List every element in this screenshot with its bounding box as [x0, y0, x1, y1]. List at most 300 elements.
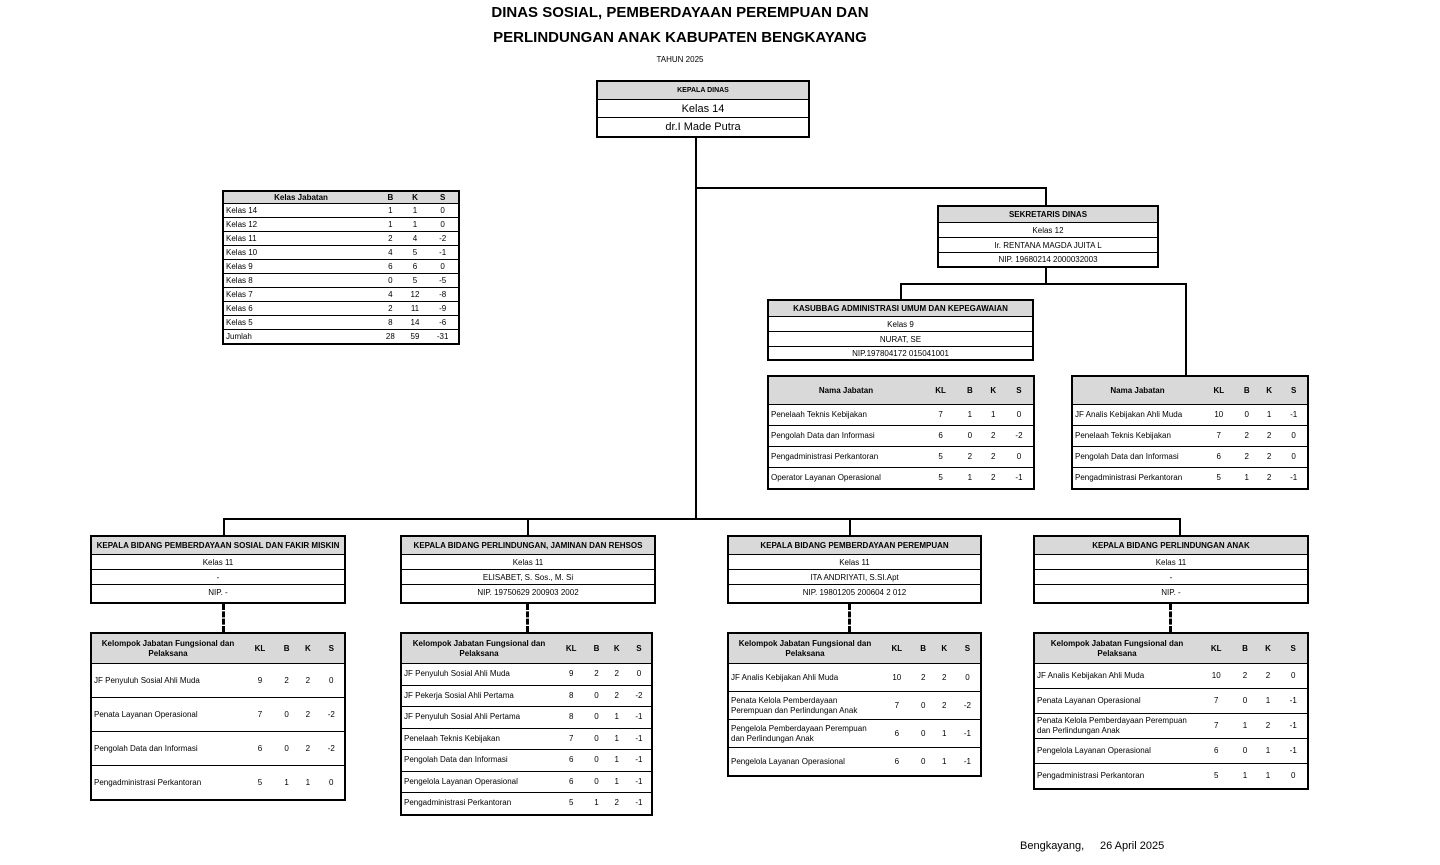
row-value: 5 — [556, 793, 586, 815]
table-row — [1034, 689, 1308, 714]
row-label: JF Pekerja Sosial Ahli Pertama — [401, 685, 556, 707]
table-row — [223, 218, 459, 232]
row-value: 0 — [955, 664, 981, 692]
row-label: Pengelola Layanan Operasional — [401, 771, 556, 793]
row-value: 1 — [607, 707, 627, 729]
row-value: 1 — [607, 750, 627, 772]
header-kelompok: Kelompok Jabatan Fungsional dan Pelaksana — [91, 633, 244, 664]
row-value: 4 — [403, 232, 428, 246]
header-k: K — [297, 633, 318, 664]
footer-date: 26 April 2025 — [1100, 840, 1165, 852]
row-value: 2 — [297, 732, 318, 766]
bidang-1-table — [90, 632, 346, 801]
connector-bidang3-v — [849, 518, 851, 535]
header-nama-jabatan: Nama Jabatan — [1072, 376, 1202, 405]
table-row — [728, 748, 981, 777]
row-value: 1 — [1256, 739, 1279, 764]
row-value: 2 — [1236, 447, 1258, 468]
row-value: 4 — [378, 246, 403, 260]
row-value: 2 — [297, 664, 318, 698]
row-label: JF Penyuluh Sosial Ahli Muda — [91, 664, 244, 698]
row-value: 2 — [982, 447, 1005, 468]
row-value: 1 — [1233, 714, 1256, 739]
bidang-title: KEPALA BIDANG PEMBERDAYAAN SOSIAL DAN FAKIR MISKIN — [92, 537, 344, 554]
row-label: Penata Layanan Operasional — [1034, 689, 1199, 714]
header-b: B — [913, 633, 934, 664]
row-value: 8 — [556, 707, 586, 729]
row-value: -31 — [427, 330, 459, 345]
row-value: 7 — [881, 692, 913, 720]
row-value: 7 — [1202, 426, 1236, 447]
header-b: B — [586, 633, 606, 664]
bidang-nip: NIP. 19750629 200903 2002 — [402, 584, 654, 600]
table-row — [401, 707, 652, 729]
row-value: 2 — [378, 232, 403, 246]
row-value: 0 — [427, 204, 459, 218]
row-label: JF Analis Kebijakan Ahli Muda — [1072, 405, 1202, 426]
table-header-row — [401, 633, 652, 664]
row-value: 5 — [1202, 468, 1236, 490]
bidang-title: KEPALA BIDANG PERLINDUNGAN, JAMINAN DAN REHSOS — [402, 537, 654, 554]
kasubbag-name: NURAT, SE — [769, 331, 1032, 346]
row-value: 10 — [1202, 405, 1236, 426]
header-kl: KL — [1202, 376, 1236, 405]
row-value: 6 — [556, 750, 586, 772]
footer-place: Bengkayang, — [1020, 840, 1085, 852]
row-label: Kelas 8 — [223, 274, 378, 288]
row-label: Kelas 10 — [223, 246, 378, 260]
bidang-3-table — [727, 632, 982, 777]
header-k: K — [1258, 376, 1280, 405]
row-value: 0 — [1280, 426, 1308, 447]
sekretaris-nip: NIP. 19680214 2000032003 — [939, 252, 1157, 266]
table-row — [401, 793, 652, 815]
row-value: -1 — [427, 246, 459, 260]
table-header-row — [223, 191, 459, 204]
row-label: Kelas 5 — [223, 316, 378, 330]
connector-main-vertical — [695, 137, 697, 519]
row-value: 7 — [923, 405, 958, 426]
bidang-kelas: Kelas 11 — [1035, 554, 1307, 569]
row-value: 2 — [913, 664, 934, 692]
bidang-name: - — [92, 569, 344, 584]
row-value: 11 — [403, 302, 428, 316]
row-value: 0 — [1236, 405, 1258, 426]
sekretariat-table-2 — [1071, 375, 1309, 490]
table-row — [1072, 468, 1308, 490]
header-s: S — [1280, 376, 1308, 405]
row-label: JF Penyuluh Sosial Ahli Muda — [401, 664, 556, 686]
table-row — [91, 766, 345, 801]
row-value: 12 — [403, 288, 428, 302]
row-value: 9 — [244, 664, 276, 698]
header-kelompok: Kelompok Jabatan Fungsional dan Pelaksana — [401, 633, 556, 664]
row-value: 7 — [1199, 689, 1233, 714]
row-value: 6 — [881, 720, 913, 748]
row-value: -2 — [1005, 426, 1034, 447]
row-value: 7 — [244, 698, 276, 732]
row-label: Pengelola Layanan Operasional — [728, 748, 881, 777]
row-value: 7 — [1199, 714, 1233, 739]
table-row — [1072, 447, 1308, 468]
table-row — [728, 692, 981, 720]
table-row — [768, 426, 1034, 447]
row-label: Penelaah Teknis Kebijakan — [1072, 426, 1202, 447]
header-b: B — [276, 633, 297, 664]
header-k: K — [607, 633, 627, 664]
row-value: 9 — [556, 664, 586, 686]
row-value: 2 — [934, 692, 955, 720]
table-row — [1034, 714, 1308, 739]
row-value: 8 — [378, 316, 403, 330]
header-nama-jabatan: Nama Jabatan — [768, 376, 923, 405]
row-value: 2 — [1236, 426, 1258, 447]
header-b: B — [1236, 376, 1258, 405]
connector-bidang4-v — [1179, 518, 1181, 535]
bidang-nip: NIP. 19801205 200604 2 012 — [729, 584, 980, 600]
row-value: -2 — [319, 732, 345, 766]
row-value: -6 — [427, 316, 459, 330]
row-value: 2 — [1256, 664, 1279, 689]
table-row — [223, 260, 459, 274]
bidang-2-table — [400, 632, 653, 816]
row-label: Kelas 11 — [223, 232, 378, 246]
row-label: Pengolah Data dan Informasi — [401, 750, 556, 772]
row-value: 1 — [586, 793, 606, 815]
row-value: 10 — [1199, 664, 1233, 689]
row-value: 1 — [958, 405, 981, 426]
header-s: S — [627, 633, 652, 664]
row-label: Kelas 14 — [223, 204, 378, 218]
row-label: JF Analis Kebijakan Ahli Muda — [728, 664, 881, 692]
header-kl: KL — [556, 633, 586, 664]
row-label: Kelas 12 — [223, 218, 378, 232]
row-value: 0 — [1005, 447, 1034, 468]
table-header-row — [1034, 633, 1308, 664]
table-row — [728, 720, 981, 748]
row-value: 2 — [982, 426, 1005, 447]
table-row — [223, 302, 459, 316]
row-value: 6 — [556, 771, 586, 793]
row-value: 0 — [958, 426, 981, 447]
connector-sek-split-h — [900, 283, 1187, 285]
row-value: 59 — [403, 330, 428, 345]
row-value: 6 — [403, 260, 428, 274]
row-value: 0 — [586, 728, 606, 750]
header-kl: KL — [1199, 633, 1233, 664]
page-title-year: TAHUN 2025 — [656, 55, 704, 64]
row-label: Jumlah — [223, 330, 378, 345]
row-label: Kelas 7 — [223, 288, 378, 302]
row-value: -1 — [627, 707, 652, 729]
row-value: 1 — [378, 218, 403, 232]
row-value: 0 — [586, 685, 606, 707]
dashed-bidang1 — [222, 604, 225, 632]
row-value: 2 — [378, 302, 403, 316]
row-value: -9 — [427, 302, 459, 316]
header-kelompok: Kelompok Jabatan Fungsional dan Pelaksana — [728, 633, 881, 664]
row-value: -1 — [1279, 689, 1308, 714]
table-row — [1072, 405, 1308, 426]
bidang-kelas: Kelas 11 — [729, 554, 980, 569]
row-value: 0 — [586, 707, 606, 729]
row-value: 1 — [1256, 764, 1279, 790]
row-value: 2 — [934, 664, 955, 692]
kasubbag-box — [767, 299, 1034, 361]
row-value: 0 — [1279, 664, 1308, 689]
table-row — [223, 232, 459, 246]
kepala-dinas-box — [596, 80, 810, 138]
table-row — [1072, 426, 1308, 447]
row-label: Pengadministrasi Perkantoran — [401, 793, 556, 815]
row-label: Kelas 6 — [223, 302, 378, 316]
row-value: 0 — [1279, 764, 1308, 790]
connector-bidang-h — [223, 518, 1181, 520]
row-value: 0 — [913, 748, 934, 777]
row-value: 0 — [427, 260, 459, 274]
row-value: 0 — [276, 732, 297, 766]
row-label: Pengadministrasi Perkantoran — [1034, 764, 1199, 790]
row-value: 6 — [923, 426, 958, 447]
bidang-name: ELISABET, S. Sos., M. Si — [402, 569, 654, 584]
page-title-line2: PERLINDUNGAN ANAK KABUPATEN BENGKAYANG — [493, 29, 867, 46]
row-value: -1 — [1279, 714, 1308, 739]
table-header-row — [91, 633, 345, 664]
row-value: -1 — [627, 793, 652, 815]
row-value: 5 — [923, 447, 958, 468]
sekretaris-title: SEKRETARIS DINAS — [939, 207, 1157, 222]
table-row — [91, 664, 345, 698]
row-value: 1 — [276, 766, 297, 801]
row-label: Pengolah Data dan Informasi — [91, 732, 244, 766]
row-value: -2 — [955, 692, 981, 720]
row-value: 0 — [276, 698, 297, 732]
bidang-kelas: Kelas 11 — [92, 554, 344, 569]
row-value: 1 — [958, 468, 981, 490]
row-value: 0 — [1233, 689, 1256, 714]
row-value: 1 — [1258, 405, 1280, 426]
connector-to-sekretaris-v — [1045, 187, 1047, 205]
row-value: 0 — [1280, 447, 1308, 468]
table-row — [91, 698, 345, 732]
sekretaris-kelas: Kelas 12 — [939, 222, 1157, 237]
page-title-line1: DINAS SOSIAL, PEMBERDAYAAN PEREMPUAN DAN — [491, 4, 869, 21]
row-value: 1 — [1256, 689, 1279, 714]
bidang-kelas: Kelas 11 — [402, 554, 654, 569]
row-value: 2 — [1233, 664, 1256, 689]
row-value: 7 — [556, 728, 586, 750]
kepala-dinas-name: dr.I Made Putra — [598, 117, 808, 136]
row-value: 6 — [244, 732, 276, 766]
table-row — [1034, 739, 1308, 764]
row-value: 2 — [297, 698, 318, 732]
header-k: K — [982, 376, 1005, 405]
dashed-bidang3 — [848, 604, 851, 632]
row-value: 5 — [403, 274, 428, 288]
row-value: 2 — [276, 664, 297, 698]
bidang-2-box — [400, 535, 656, 604]
row-label: Pengadministrasi Perkantoran — [1072, 468, 1202, 490]
row-value: 0 — [1005, 405, 1034, 426]
row-label: Operator Layanan Operasional — [768, 468, 923, 490]
table-row — [768, 468, 1034, 490]
row-value: 5 — [1199, 764, 1233, 790]
row-value: 2 — [982, 468, 1005, 490]
table-row — [768, 405, 1034, 426]
table-row — [223, 204, 459, 218]
table-row — [401, 771, 652, 793]
bidang-name: - — [1035, 569, 1307, 584]
sekretaris-name: Ir. RENTANA MAGDA JUITA L — [939, 237, 1157, 252]
row-value: 6 — [881, 748, 913, 777]
header-s: S — [955, 633, 981, 664]
row-value: 1 — [607, 771, 627, 793]
row-value: 0 — [319, 766, 345, 801]
table-row — [223, 316, 459, 330]
row-label: Pengadministrasi Perkantoran — [768, 447, 923, 468]
row-label: JF Analis Kebijakan Ahli Muda — [1034, 664, 1199, 689]
row-value: 2 — [607, 685, 627, 707]
row-value: 6 — [378, 260, 403, 274]
header-kl: KL — [881, 633, 913, 664]
table-row — [401, 664, 652, 686]
bidang-4-box — [1033, 535, 1309, 604]
row-value: 0 — [378, 274, 403, 288]
row-label: Pengadministrasi Perkantoran — [91, 766, 244, 801]
row-label: Penata Layanan Operasional — [91, 698, 244, 732]
row-label: Pengolah Data dan Informasi — [768, 426, 923, 447]
row-label: Pengelola Layanan Operasional — [1034, 739, 1199, 764]
row-value: 2 — [1258, 468, 1280, 490]
header-s: S — [319, 633, 345, 664]
table-header-row — [1072, 376, 1308, 405]
sekretariat-table-1 — [767, 375, 1035, 490]
table-row — [223, 274, 459, 288]
table-row — [401, 728, 652, 750]
row-value: -1 — [955, 748, 981, 777]
connector-to-sektable2 — [1185, 283, 1187, 375]
kasubbag-title: KASUBBAG ADMINISTRASI UMUM DAN KEPEGAWAIAN — [769, 301, 1032, 316]
bidang-4-table — [1033, 632, 1309, 790]
bidang-title: KEPALA BIDANG PEMBERDAYAAN PEREMPUAN — [729, 537, 980, 554]
row-value: -1 — [1280, 468, 1308, 490]
bidang-name: ITA ANDRIYATI, S.SI.Apt — [729, 569, 980, 584]
row-value: 0 — [627, 664, 652, 686]
row-value: 1 — [403, 218, 428, 232]
bidang-1-box — [90, 535, 346, 604]
kepala-dinas-title: KEPALA DINAS — [598, 82, 808, 99]
row-label: Pengolah Data dan Informasi — [1072, 447, 1202, 468]
kasubbag-nip: NIP.197804172 015041001 — [769, 346, 1032, 359]
row-value: 2 — [958, 447, 981, 468]
row-value: -1 — [627, 771, 652, 793]
bidang-title: KEPALA BIDANG PERLINDUNGAN ANAK — [1035, 537, 1307, 554]
header-s: S — [1279, 633, 1308, 664]
row-value: -1 — [627, 728, 652, 750]
row-label: Penata Kelola Pemberdayaan Perempuan dan Perlindungan Anak — [1034, 714, 1199, 739]
header-b: B — [378, 191, 403, 204]
row-value: -1 — [627, 750, 652, 772]
row-value: 0 — [913, 692, 934, 720]
row-label: JF Penyuluh Sosial Ahli Pertama — [401, 707, 556, 729]
table-row — [401, 750, 652, 772]
row-value: 5 — [403, 246, 428, 260]
row-value: 1 — [403, 204, 428, 218]
row-value: -2 — [427, 232, 459, 246]
header-kelas-jabatan: Kelas Jabatan — [223, 191, 378, 204]
header-b: B — [958, 376, 981, 405]
row-label: Penata Kelola Pemberdayaan Perempuan dan Perlindungan Anak — [728, 692, 881, 720]
sekretaris-box — [937, 205, 1159, 268]
table-row — [1034, 764, 1308, 790]
row-value: 1 — [982, 405, 1005, 426]
row-value: 14 — [403, 316, 428, 330]
row-value: 2 — [1258, 426, 1280, 447]
row-label: Penelaah Teknis Kebijakan — [768, 405, 923, 426]
row-value: 0 — [586, 771, 606, 793]
row-value: 1 — [1233, 764, 1256, 790]
table-row — [223, 330, 459, 345]
header-k: K — [1256, 633, 1279, 664]
row-value: 5 — [923, 468, 958, 490]
row-value: 2 — [607, 793, 627, 815]
connector-bidang2-v — [527, 518, 529, 535]
row-value: 8 — [556, 685, 586, 707]
bidang-3-box — [727, 535, 982, 604]
table-row — [1034, 664, 1308, 689]
table-row — [401, 685, 652, 707]
header-k: K — [403, 191, 428, 204]
header-kelompok: Kelompok Jabatan Fungsional dan Pelaksana — [1034, 633, 1199, 664]
row-value: -1 — [955, 720, 981, 748]
connector-to-kasubbag — [900, 283, 902, 300]
row-value: 1 — [378, 204, 403, 218]
table-row — [728, 664, 981, 692]
row-value: -1 — [1005, 468, 1034, 490]
connector-bidang1-v — [223, 518, 225, 535]
header-s: S — [427, 191, 459, 204]
row-value: 4 — [378, 288, 403, 302]
row-value: 1 — [1236, 468, 1258, 490]
table-header-row — [768, 376, 1034, 405]
kepala-dinas-kelas: Kelas 14 — [598, 99, 808, 117]
row-value: 0 — [427, 218, 459, 232]
row-label: Kelas 9 — [223, 260, 378, 274]
row-value: 2 — [586, 664, 606, 686]
header-b: B — [1233, 633, 1256, 664]
dashed-bidang2 — [526, 604, 529, 632]
row-value: 1 — [934, 720, 955, 748]
table-row — [223, 246, 459, 260]
row-value: 2 — [607, 664, 627, 686]
dashed-bidang4 — [1169, 604, 1172, 632]
row-value: 6 — [1202, 447, 1236, 468]
row-value: 5 — [244, 766, 276, 801]
row-value: -2 — [627, 685, 652, 707]
row-value: 0 — [319, 664, 345, 698]
table-row — [768, 447, 1034, 468]
row-value: -8 — [427, 288, 459, 302]
table-header-row — [728, 633, 981, 664]
header-kl: KL — [244, 633, 276, 664]
row-value: 10 — [881, 664, 913, 692]
connector-sek-down — [1045, 268, 1047, 284]
kasubbag-kelas: Kelas 9 — [769, 316, 1032, 331]
row-value: 2 — [1258, 447, 1280, 468]
table-row — [223, 288, 459, 302]
row-value: 6 — [1199, 739, 1233, 764]
row-value: 0 — [586, 750, 606, 772]
